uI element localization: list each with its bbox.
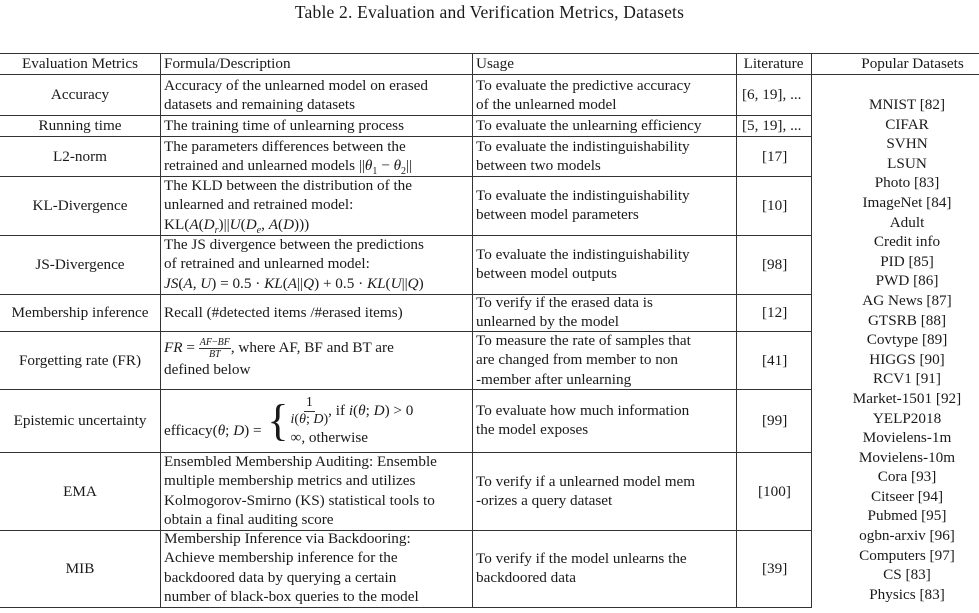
metric-cell: KL-Divergence bbox=[32, 197, 128, 215]
efficacy-formula: efficacy(θ; D) = { bbox=[164, 396, 289, 445]
dataset-item: AG News [87] bbox=[862, 291, 952, 309]
dataset-item: Covtype [89] bbox=[866, 331, 948, 349]
table-bottom-rule bbox=[0, 607, 812, 608]
formula-cell: The parameters differences between the retrained and unlearned models $||\theta_1 - \theta_2||$ bbox=[164, 138, 413, 178]
usage-cell: To evaluate the predictive accuracy of the unlearned model bbox=[476, 77, 691, 114]
metric-cell: Forgetting rate (FR) bbox=[18, 351, 142, 369]
usage-cell: To evaluate the indistinguishability between two models bbox=[476, 138, 690, 175]
metric-cell: JS-Divergence bbox=[35, 256, 125, 274]
metric-cell: MIB bbox=[65, 560, 95, 578]
dataset-item: Computers [97] bbox=[859, 546, 955, 564]
column-divider bbox=[472, 53, 473, 608]
usage-cell: To evaluate the indistinguishability between model outputs bbox=[476, 246, 690, 283]
dataset-item: Movielens-10m bbox=[858, 448, 956, 466]
metric-cell: Running time bbox=[38, 117, 122, 135]
usage-cell: To verify if a unlearned model mem -orizes a query dataset bbox=[476, 473, 696, 510]
metric-cell: L2-norm bbox=[53, 147, 107, 165]
dataset-item: YELP2018 bbox=[872, 409, 942, 427]
dataset-item: CIFAR bbox=[885, 115, 929, 133]
literature-cell: [100] bbox=[758, 482, 791, 500]
dataset-item: Citseer [94] bbox=[870, 487, 944, 505]
table-caption: Table 2. Evaluation and Verification Metrics, Datasets bbox=[294, 2, 685, 22]
dataset-item: RCV1 [91] bbox=[873, 370, 941, 388]
dataset-item: Photo [83] bbox=[874, 174, 940, 192]
literature-cell: [41] bbox=[762, 351, 788, 369]
metric-cell: Membership inference bbox=[11, 304, 149, 322]
dataset-item: GTSRB [88] bbox=[867, 311, 947, 329]
usage-cell: To evaluate how much information the model exposes bbox=[476, 402, 690, 439]
dataset-item: ogbn-arxiv [96] bbox=[859, 527, 955, 545]
header-usage: Usage bbox=[476, 55, 514, 73]
dataset-item: Cora [93] bbox=[877, 468, 937, 486]
dataset-item: HIGGS [90] bbox=[869, 350, 945, 368]
l2-formula: $||\theta_1 - \theta_2||$ bbox=[358, 157, 413, 178]
usage-cell: To verify if the model unlearns the backdoored data bbox=[476, 550, 687, 587]
literature-cell: [17] bbox=[762, 147, 788, 165]
dataset-item: PID [85] bbox=[880, 252, 934, 270]
dataset-item: Pubmed [95] bbox=[867, 507, 947, 525]
dataset-item: PWD [86] bbox=[875, 272, 939, 290]
literature-cell: [10] bbox=[762, 197, 788, 215]
column-divider bbox=[160, 53, 161, 608]
dataset-item: Adult bbox=[889, 213, 925, 231]
fr-formula: FR = $\frac{AF-BF}{BT}$ bbox=[164, 337, 230, 360]
literature-cell: [5, 19], ... bbox=[742, 117, 802, 135]
literature-cell: [12] bbox=[762, 304, 788, 322]
usage-cell: To evaluate the unlearning efficiency bbox=[476, 117, 702, 135]
column-divider bbox=[736, 53, 737, 608]
header-datasets: Popular Datasets bbox=[861, 55, 964, 73]
dataset-item: Physics [83] bbox=[869, 585, 945, 603]
literature-cell: [6, 19], ... bbox=[742, 86, 802, 104]
formula-cell: Ensembled Membership Auditing: Ensemble multiple membership metrics and utilizes Kolmogorov-Smirno (KS) statistical tools to obtain a final auditing score bbox=[164, 453, 437, 529]
literature-cell: [39] bbox=[762, 560, 788, 578]
dataset-item: Market-1501 [92] bbox=[852, 389, 962, 407]
metric-cell: Epistemic uncertainty bbox=[13, 412, 147, 430]
formula-cell: The JS divergence between the predictions of retrained and unlearned model: JS(A, U) = 0.5 · KL(A||Q) + 0.5 · KL(U||Q) bbox=[164, 236, 424, 292]
formula-cell: Accuracy of the unlearned model on erased datasets and remaining datasets bbox=[164, 77, 428, 114]
formula-cell: Membership Inference via Backdooring: Achieve membership inference for the backdoored data by querying a certain number of black-box queries to the model bbox=[164, 530, 419, 606]
header-formula: Formula/Description bbox=[164, 55, 291, 73]
column-divider bbox=[811, 53, 812, 608]
literature-cell: [99] bbox=[762, 412, 788, 430]
usage-cell: To verify if the erased data is unlearned by the model bbox=[476, 294, 653, 331]
formula-cell: Recall (#detected items /#erased items) bbox=[164, 304, 403, 322]
kl-formula: $KL(A(D_r)||U(D_e$, A(D))) bbox=[164, 215, 310, 236]
dataset-item: Movielens-1m bbox=[862, 429, 952, 447]
dataset-item: MNIST [82] bbox=[868, 96, 946, 113]
formula-cell: efficacy(θ; D) = { $\frac{1}{i(\theta; D)}$ , if i(θ; D) > 0 ∞, otherwise bbox=[164, 395, 414, 446]
header-metric: Evaluation Metrics bbox=[22, 55, 138, 73]
dataset-item: LSUN bbox=[887, 154, 927, 172]
dataset-item: CS [83] bbox=[883, 566, 931, 584]
metric-cell: Accuracy bbox=[50, 86, 110, 104]
dataset-item: ImageNet [84] bbox=[862, 193, 952, 211]
formula-cell: The KLD between the distribution of the unlearned and retrained model: $KL(A(D_r)||U(D_e$, A(D))) bbox=[164, 176, 412, 240]
literature-cell: [98] bbox=[762, 256, 788, 274]
popular-datasets-list bbox=[835, 95, 979, 604]
usage-cell: To evaluate the indistinguishability between model parameters bbox=[476, 187, 690, 224]
dataset-item: Credit info bbox=[873, 233, 941, 251]
header-literature: Literature bbox=[743, 55, 804, 73]
dataset-item: SVHN bbox=[886, 135, 928, 153]
js-formula: JS(A, U) = 0.5 · KL(A||Q) + 0.5 · KL(U||Q) bbox=[164, 274, 424, 292]
metric-cell: EMA bbox=[63, 482, 97, 500]
usage-cell: To measure the rate of samples that are changed from member to non -member after unlearning bbox=[476, 332, 691, 388]
formula-cell: FR = $\frac{AF-BF}{BT}$ , where AF, BF and BT are defined below bbox=[164, 337, 394, 378]
formula-cell: The training time of unlearning process bbox=[164, 117, 404, 135]
